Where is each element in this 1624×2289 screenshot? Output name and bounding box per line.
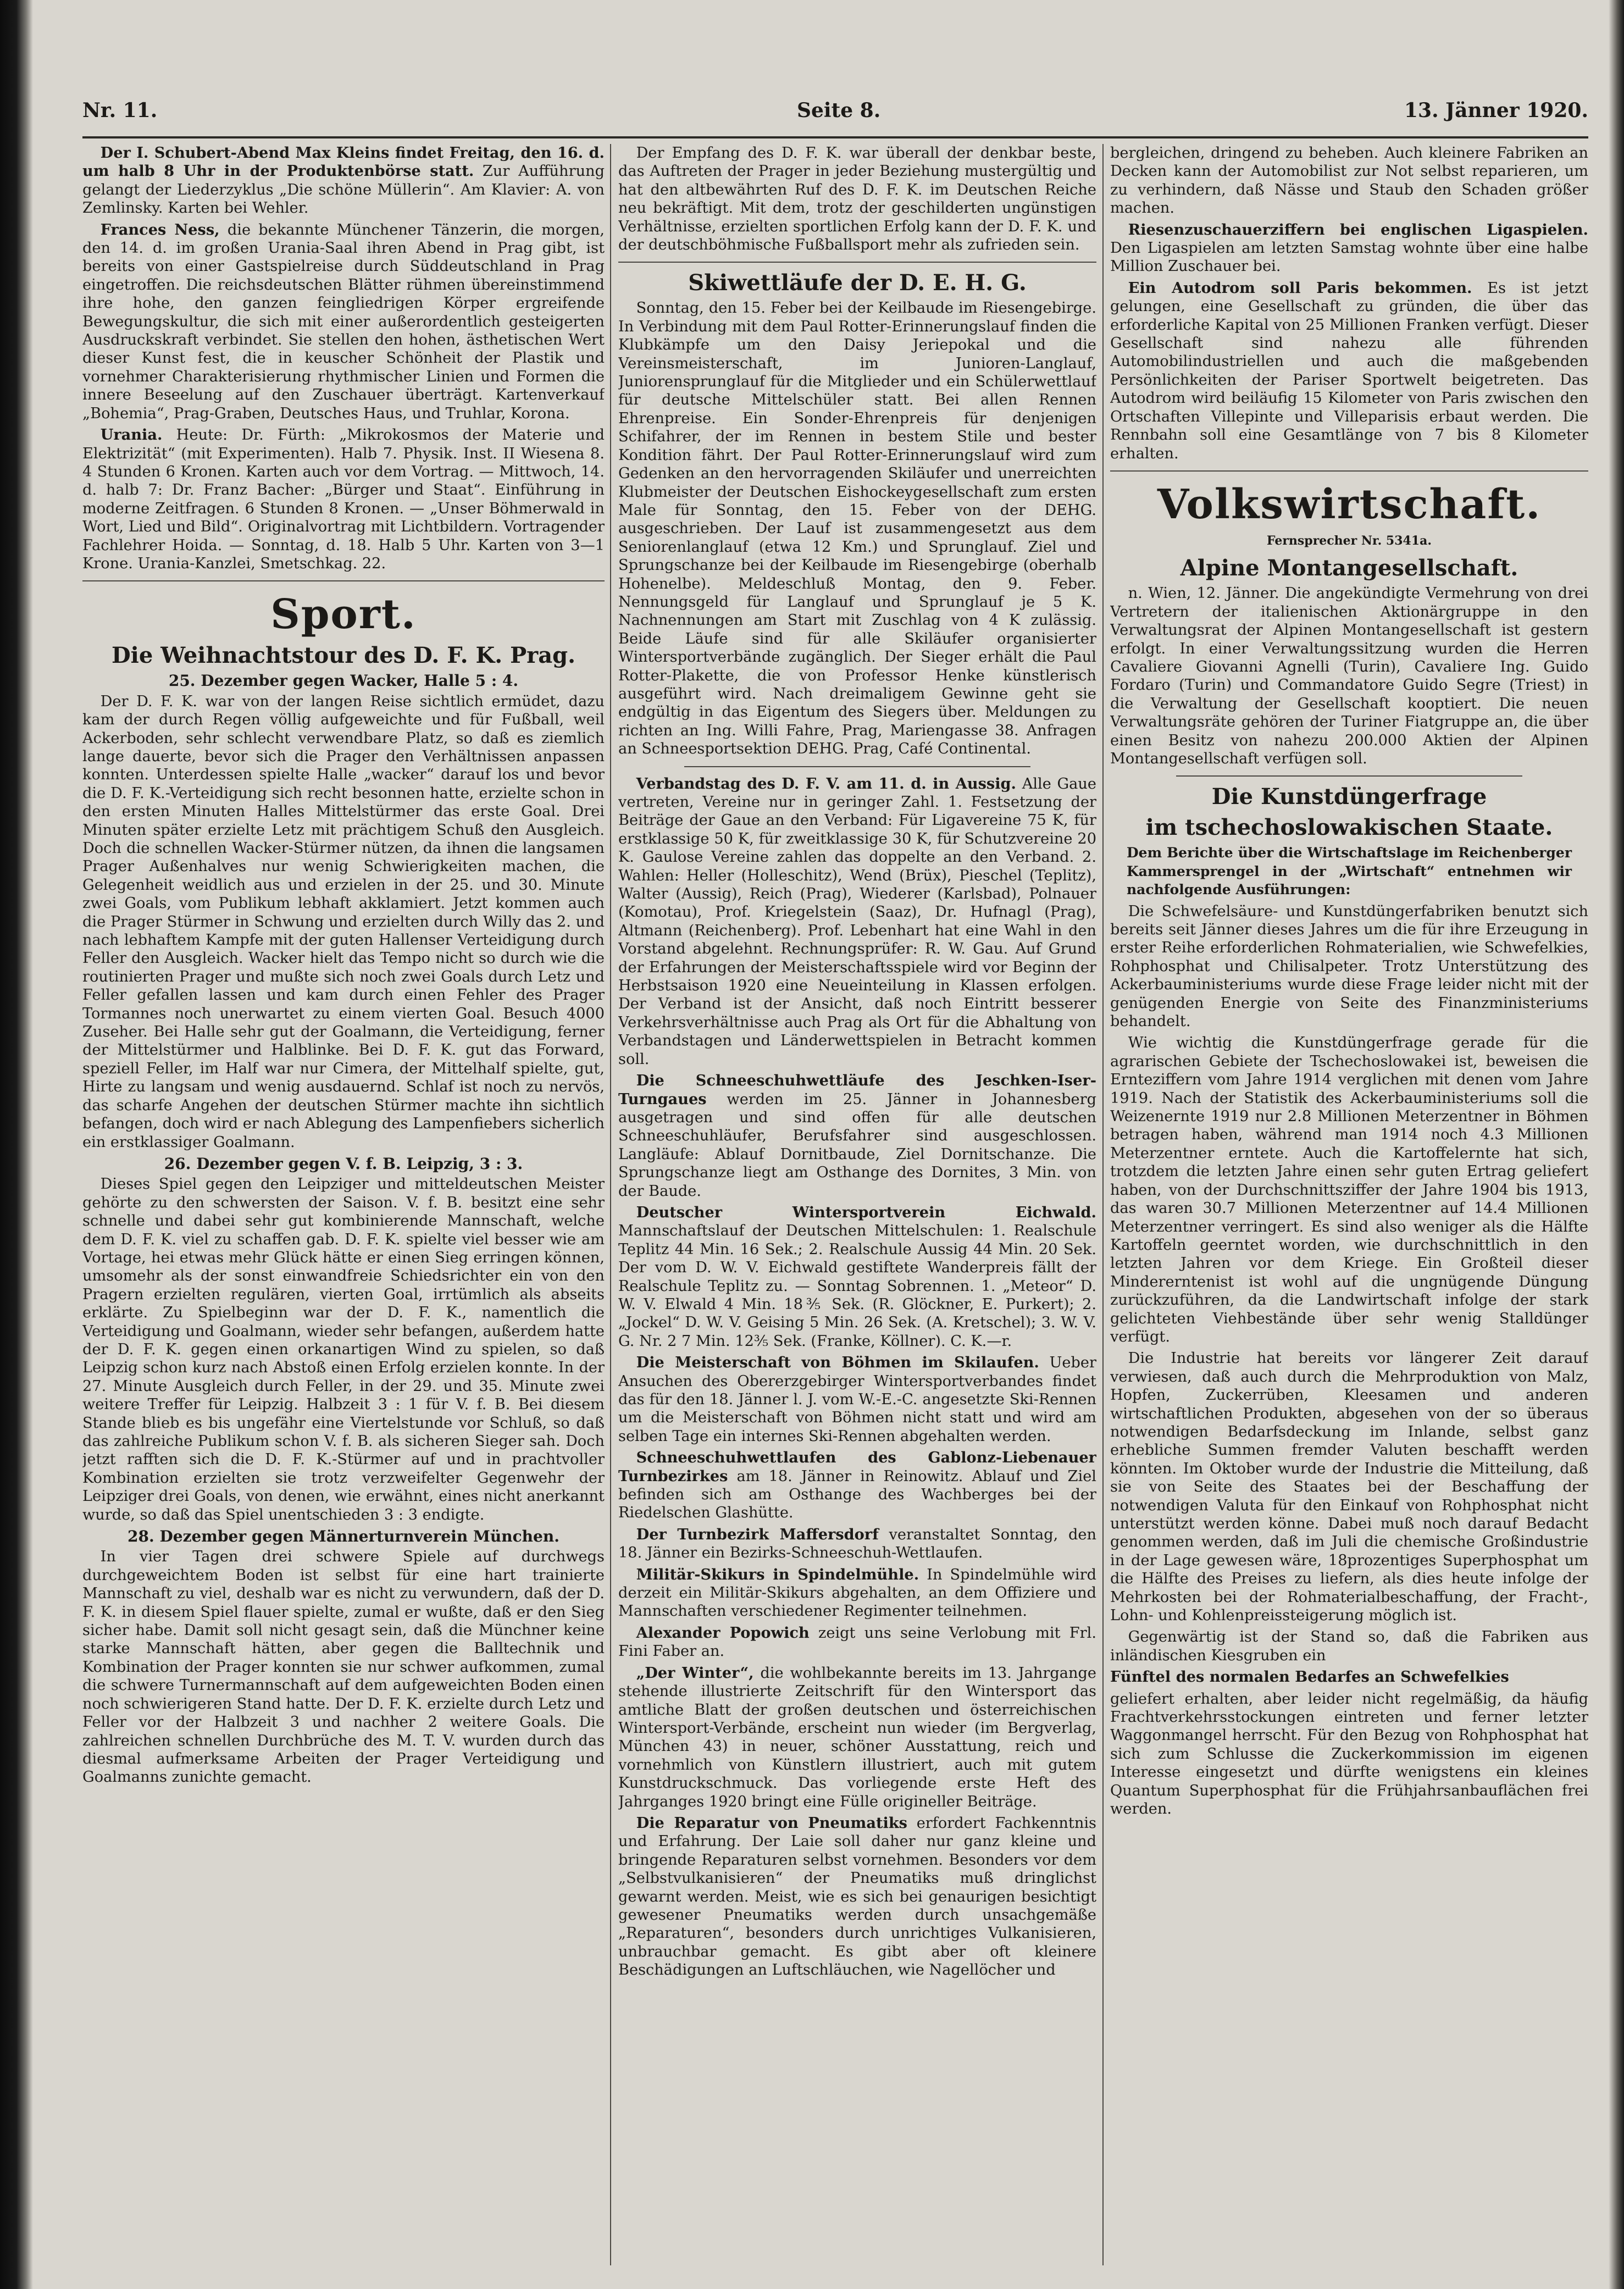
headline-skiwettlaeufe: Skiwettläufe der D. E. H. G. (688, 270, 1027, 296)
section-title-volkswirtschaft: Volkswirtschaft. (1157, 480, 1542, 528)
article-intro: Dem Berichte über die Wirtschaftslage im Reichenberger Kammersprengel in der „Wirtschaft“ entnehmen wir nachfolgende Ausführungen: (1127, 845, 1572, 898)
notice-popowich: Alexander Popowich zeigt uns seine Verlobung mit Frl. Fini Faber an. (618, 1623, 1096, 1660)
notice-der-winter: „Der Winter“, die wohlbekannte bereits im 13. Jahrgange stehende illustrierte Zeitschrift für den Wintersport das amtliche Blatt der großen deutschen und österreichischen Wintersport-Verbände, erscheint nun wieder (im Bergverlag, München 43) in neuer, schöner Ausstattung, reich und vornehmlich von Künstlern illustriert, auch mit gutem Kunstdruckschmuck. Das vorliegende erste Heft des Jahrganges 1920 bringt eine Fülle origineller Beiträge. (618, 1664, 1096, 1810)
headline-kunstduenger: Die Kunstdüngerfrage (1211, 784, 1487, 810)
column-2 (618, 144, 1096, 2265)
column-1 (82, 144, 605, 2265)
page-edge-shadow (1609, 0, 1624, 2289)
notice-schneeschuh: Die Schneeschuhwettläufe des Jeschken-Iser-Turngaues werden im 25. Jänner in Johannesberg ausgetragen und sind offen für alle deutschen Schneeschuhläufer, Berufsfahrer sind ausgeschlossen. Langläufe: Ablauf Dornitbaude, Ziel Dornitschanze. Die Sprungschanze liegt am Osthange des Dornites, 3 Min. von der Baude. (618, 1072, 1096, 1200)
match-heading: 28. Dezember gegen Männerturnverein München. (128, 1527, 559, 1546)
match-report: In vier Tagen drei schwere Spiele auf durchwegs durchgeweichtem Boden ist selbst für eine hart trainierte Mannschaft zu viel, deshalb war es nicht zu verwundern, daß der D. F. K. in diesem Spiel flauer spielte, zumal er wußte, daß er den Sieg sicher habe. Damit soll nicht gesagt sein, daß die Münchner keine starke Mannschaft hätten, aber gegen die Balltechnik und Kombination der Prager konnten sie nur schwer aufkommen, zumal die schwere Turnermannschaft auf dem aufgeweichten Boden einen noch schwierigeren Stand hatte. Der D. F. K. erzielte durch Letz und Feller vor der Halbzeit 3 und nachher 2 weitere Goals. Die zahlreichen schnellen Durchbrüche des M. T. V. wurden durch das diesmal aufmerksame Arbeiten der Prager Verteidigung und Goalmanns zunichte gemacht. (82, 1548, 605, 1786)
match-report: Der D. F. K. war von der langen Reise sichtlich ermüdet, dazu kam der durch Regen völlig aufgeweichte und für Fußball, weil Ackerboden, sehr schlecht verwendbare Platz, so daß es ziemlich lange dauerte, bevor sich die Prager den Verhältnissen anpassen konnten. Unterdessen spielte Halle „wacker“ darauf los und bevor die D. F. K.-Verteidigung sich recht besonnen hatte, erzielte schon in den ersten Minuten Halles Mittelstürmer das erste Goal. Drei Minuten später erzielte Letz mit prächtigem Schuß den Ausgleich. Doch die schnellen Wacker-Stürmer nützen, da ihnen die langsamen Prager Außenhalves nur wenig Schwierigkeiten machen, die Gelegenheit weidlich aus und erzielen in der 25. und 30. Minute zwei Goals, vom Publikum lebhaft akklamiert. Jetzt kommen auch die Prager Stürmer in Schwung und erzielten durch Willy das 2. und nach lebhaftem Kampfe mit der guten Hallenser Verteidigung durch Feller den Ausgleich. Wacker hielt das Tempo nicht so durch wie die routinierten Prager und mußte sich noch zwei Goals durch Letz und Feller gefallen lassen und kam durch einen Fehler des Prager Tormannes noch unerwartet zu einem vierten Goal. Besuch 4000 Zuseher. Bei Halle sehr gut der Goalmann, die Verteidigung, ferner der Mittelstürmer und Halblinke. Bei D. F. K. gut das Forward, speziell Feller, im Half war nur Cimera, der Mittelhalf spielte, gut, Hirte zu langsam und wenig ausdauernd. Schlaf ist noch zu nervös, das scharfe Angehen der deutschen Stürmer machte ihn sichtlich befangen, doch wird er nach Ablegung des Lampenfiebers sicherlich ein erstklassiger Goalmann. (82, 692, 605, 1151)
issue-number: Nr. 11. (82, 99, 158, 122)
notice-schubert: Der I. Schubert-Abend Max Kleins findet Freitag, den 16. d. um halb 8 Uhr in der Produktenbörse statt. Zur Aufführung gelangt der Liederzyklus „Die schöne Müllerin“. Am Klavier: A. von Zemlinsky. Karten bei Wehler. (82, 144, 605, 217)
column-divider (1102, 144, 1104, 2265)
article-kunstduenger-emphasis: Fünftel des normalen Bedarfes an Schwefelkies (1110, 1668, 1509, 1686)
separator (618, 262, 1096, 263)
section-title-sport: Sport. (270, 591, 417, 639)
notice-pneumatiks: Die Reparatur von Pneumatiks erfordert Fachkenntnis und Erfahrung. Der Laie soll daher nur ganz kleine und bringende Reparaturen selbst vornehmen. Besonders vor dem „Selbstvulkanisieren“ der Pneumatiks muß dringlichst gewarnt werden. Meist, wie es sich bei genaurigen besichtigt gewesener Pneumatiks werden durch unsachgemäße „Reparaturen“, besonders durch unrichtiges Vulkanisieren, unbrauchbar gemacht. Es gibt aber oft kleinere Beschädigungen an Luftschläuchen, wie Nagellöcher und (618, 1814, 1096, 1979)
column-3 (1110, 144, 1588, 2265)
article-kunstduenger: Die Schwefelsäure- und Kunstdüngerfabriken benutzt sich bereits seit Jänner dieses Jahres um die für ihre Erzeugung in erster Reihe erforderlichen Rohmaterialien, wie Schwefelkies, Rohphosphat und Chilisalpeter. Trotz Unterstützung des Ackerbauministeriums wurde diese Frage leider nicht mit der genügenden Energie von Seite des Finanzministeriums behandelt. (1110, 902, 1588, 1030)
article-kunstduenger: Wie wichtig die Kunstdüngerfrage gerade für die agrarischen Gebiete der Tschechoslowakei ist, beweisen die Ernteziffern vom Jahre 1914 verglichen mit denen vom Jahre 1919. Nach der Statistik des Ackerbauministeriums soll die Weizenernte 1919 nur 2.8 Millionen Meterzentner in Böhmen betragen haben, während man 1914 noch 4.3 Millionen Meterzentner erntete. Auch die Kartoffelernte hat sich, trotzdem die letzten Jahre einen sehr guten Ertrag geliefert haben, von der Durchschnittsziffer der Jahre 1904 bis 1913, das waren 30.7 Millionen Meterzentner auf 14.4 Millionen Meterzentner verringert. Es sind also weniger als die Hälfte Kartoffeln geerntet worden, wie durchschnittlich in den letzten Jahren vor dem Kriege. Ein Großteil dieser Mindererntenist ist wohl auf die ungnügende Düngung zurückzuführen, da die Landwirtschaft infolge der stark gelichteten Viehbestände über sehr wenig Stalldünger verfügt. (1110, 1034, 1588, 1345)
separator (1110, 470, 1588, 472)
notice-gablonz: Schneeschuhwettlaufen des Gablonz-Liebenauer Turnbezirkes am 18. Jänner in Reinowitz. Ablauf und Ziel befinden sich am Osthange des Wachberges bei der Riedelschen Glashütte. (618, 1449, 1096, 1522)
match-report: Dieses Spiel gegen den Leipziger und mitteldeutschen Meister gehörte zu den schwersten der Saison. V. f. B. besitzt eine sehr schnelle und dabei sehr gut kombinierende Mannschaft, welche dem D. F. K. viel zu schaffen gab. D. F. K. spielte viel besser wie am Vortage, hei etwas mehr Glück hätte er einen Sieg erringen können, umsomehr als der sonst einwandfreie Schiedsrichter ein von den Pragern erzielten regulären, vierten Goal, irrtümlich als abseits erklärte. Zu Spielbeginn war der D. F. K., namentlich die Verteidigung und Goalmann, wieder sehr befangen, außerdem hatte der D. F. K. gegen einen orkanartigen Wind zu spielen, so daß Leipzig schon kurz nach Abstoß einen Erfolg erzielen konnte. In der 27. Minute Ausgleich durch Feller, in der 29. und 35. Minute zwei weitere Treffer für Leipzig. Halbzeit 3 : 1 für V. f. B. Bei diesem Stande blieb es bis ungefähr eine Viertelstunde vor Schluß, so daß das zahlreiche Publikum schon V. f. B. als sicheren Sieger sah. Doch jetzt rafften sich die D. F. K.-Stürmer auf und in prachtvoller Kombination erzielten sie trotz verzweifelter Gegenwehr der Leipziger drei Goals, von denen, wie erwähnt, eines nicht anerkannt wurde, so daß das Spiel unentschieden 3 : 3 endigte. (82, 1176, 605, 1523)
article-kunstduenger: Die Industrie hat bereits vor längerer Zeit darauf verwiesen, daß auch durch die Mehrproduktion von Malz, Hopfen, Zuckerrüben, Kleesamen und anderen wirtschaftlichen Produkten, abgesehen von der so überaus notwendigen Bedarfsdeckung im Inlande, selbst ganz erhebliche Summen fremder Valuten beschafft werden könnten. Im Oktober wurde der Industrie die Mitteilung, daß sie von Seite des Staates bei der Beschaffung der notwendigen Valuta für den Einkauf von Rohphosphat nicht unterstützt werden könne. Dabei muß noch darauf Bedacht genommen werden, daß im Juli die chemische Großindustrie in der Lage gewesen wäre, 18prozentiges Superphosphat um die Hälfte des Preises zu liefern, als dies heute infolge der Mehrkosten bei der Rohmaterialbeschaffung, der Fracht-, Lohn- und Kohlenpreissteigerung möglich ist. (1110, 1350, 1588, 1625)
notice-militaer-skikurs: Militär-Skikurs in Spindelmühle. In Spindelmühle wird derzeit ein Militär-Skikurs abgehalten, an dem Offiziere und Mannschaften verschiedener Regimenter teilnehmen. (618, 1565, 1096, 1620)
pneumatiks-continued: bergleichen, dringend zu beheben. Auch kleinere Fabriken an Decken kann der Automobilist zur Not selbst reparieren, um zu verhindern, daß Nässe und Staub den Schaden größer machen. (1110, 145, 1588, 217)
article-kunstduenger: geliefert erhalten, aber leider nicht regelmäßig, da häufig Frachtverkehrsstockungen eintreten und ferner letzter Waggonmangel herrscht. Für den Bezug von Rohphosphat hat sich zum Schlusse die Zuckerkommission im eigenen Interesse eingesetzt und dürfte wenigstens ein kleines Quantum Superphosphat für die Frühjahrsanbauflächen frei werden. (1110, 1690, 1588, 1818)
notice-verbandstag: Verbandstag des D. F. V. am 11. d. in Aussig. Alle Gaue vertreten, Vereine nur in geringer Zahl. 1. Festsetzung der Beiträge der Gaue an den Verband: Für Ligavereine 75 K, für erstklassige 50 K, für zweitklassige 30 K, für Schutzvereine 20 K. Gaulose Vereine zahlen das doppelte an den Verband. 2. Wahlen: Heller (Holleschitz), Wend (Brüx), Pieschel (Teplitz), Walter (Aussig), Reich (Prag), Wiederer (Karlsbad), Polnauer (Komotau), Prof. Kriegelstein (Saaz), Dr. Hufnagl (Prag), Altmann (Reichenberg). Prof. Lebenhart hat eine Wahl in den Vorstand abgelehnt. Rechnungsprüfer: R. W. Gau. Auf Grund der Erfahrungen der Meisterschaftsspiele wird vor Beginn der Herbstsaison 1920 eine Neueinteilung in Klassen erfolgen. Der Verband ist der Ansicht, daß noch Eintritt besserer Verkehrsverhältnisse auch Prag als Ort für die Abhaltung von Verbandstagen und Länderwettspielen in Betracht kommen soll. (618, 774, 1096, 1068)
page-number: Seite 8. (797, 99, 881, 122)
notice-ness: Frances Ness, die bekannte Münchener Tänzerin, die morgen, den 14. d. im großen Urania-Saal ihren Abend in Prag gibt, ist bereits von einer Gastspielreise durch Süddeutschland in Prag eingetroffen. Die reichsdeutschen Blätter rühmen übereinstimmend ihre hohe, den ganzen feingliedrigen Körper ergreifende Bewegungskultur, die sich mit einer außerordentlich gesteigerten Ausdruckskraft verbindet. Sie stellen den hohen, ästhetischen Wert dieser Kunst fest, die in keuscher Schönheit der Plastik und vornehmer Charakterisierung rhythmischer Linien und Formen die innere Beseelung auf den Zuschauer überträgt. Kartenverkauf „Bohemia“, Prag-Graben, Deutsches Haus, und Truhlar, Korona. (82, 220, 605, 422)
headline-alpine: Alpine Montangesellschaft. (1180, 555, 1518, 581)
page-header (82, 99, 1588, 132)
book-binding-edge (0, 0, 33, 2289)
notice-autodrom: Ein Autodrom soll Paris bekommen. Es ist jetzt gelungen, eine Gesellschaft zu gründen, die über das erforderliche Kapital von 25 Millionen Franken verfügt. Dieser Gesellschaft sind nahezu alle führenden Automobilindustriellen und auch die maßgebenden Persönlichkeiten der Pariser Sportwelt beigetreten. Das Autodrom wird beiläufig 15 Kilometer von Paris zwischen den Ortschaften Villepinte und Villeparisis erbaut werden. Die Rennbahn soll eine Gesamtlänge von 7 bis 8 Kilometer erhalten. (1110, 279, 1588, 462)
notice-meisterschaft: Die Meisterschaft von Böhmen im Skilaufen. Ueber Ansuchen des Obererzgebirger Wintersportverbandes findet das für den 18. Jänner l. J. vom W.-E.-C. angesetzte Ski-Rennen um die Meisterschaft von Böhmen nicht statt und wird am selben Tage ein internes Ski-Rennen abgehalten werden. (618, 1354, 1096, 1445)
article-alpine: n. Wien, 12. Jänner. Die angekündigte Vermehrung von drei Vertretern der italienischen Aktionärgruppe in den Verwaltungsrat der Alpinen Montangesellschaft ist gestern erfolgt. In einer Verwaltungssitzung wurden die Herren Cavaliere Giovanni Agnelli (Turin), Cavaliere Ing. Guido Fordaro (Turin) und Commandatore Guido Segre (Triest) in die Verwaltung der Gesellschaft kooptiert. Die neuen Verwaltungsräte gehören der Turiner Fiatgruppe an, die über einen Besitz von nahezu 200.000 Aktien der Alpinen Montangesellschaft verfügen soll. (1110, 585, 1588, 767)
header-rule (82, 136, 1588, 138)
match-heading: 26. Dezember gegen V. f. B. Leipzig, 3 : 3. (164, 1154, 523, 1173)
tour-conclusion: Der Empfang des D. F. K. war überall der denkbar beste, das Auftreten der Prager in jeder Beziehung mustergültig und hat den altbewährten Ruf des D. F. K. im Deutschen Reiche neu bekräftigt. Mit dem, trotz der geschilderten ungünstigen Verhältnisse, erzielten sportlichen Erfolg kann der D. F. K. und der deutschböhmische Fußballsport mehr als zufrieden sein. (618, 145, 1096, 254)
notice-urania: Urania. Heute: Dr. Fürth: „Mikrokosmos der Materie und Elektrizität“ (mit Experimenten). Halb 7. Physik. Inst. II Wiesena 8. 4 Stunden 6 Kronen. Karten auch vor dem Vortrag. — Mittwoch, 14. d. halb 7: Dr. Franz Bacher: „Bürger und Staat“. Einführung in moderne Zeitfragen. 6 Stunden 8 Kronen. — „Unser Böhmerwald in Wort, Lied und Bild“. Originalvortrag mit Lichtbildern. Vortragender Fachlehrer Hoida. — Sonntag, d. 18. Halb 5 Uhr. Karten von 3—1 Krone. Urania-Kanzlei, Smetschkag. 22. (82, 426, 605, 572)
headline-kunstduenger-sub: im tschechoslowakischen Staate. (1145, 814, 1553, 841)
headline-weihnachtstour: Die Weihnachtstour des D. F. K. Prag. (111, 642, 576, 669)
column-divider (610, 144, 611, 2265)
issue-date: 13. Jänner 1920. (1404, 99, 1588, 122)
notice-eichwald: Deutscher Wintersportverein Eichwald. Mannschaftslauf der Deutschen Mittelschulen: 1. Realschule Teplitz 44 Min. 16 Sek.; 2. Realschule Aussig 44 Min. 20 Sek. Der vom D. W. V. Eichwald gestiftete Wanderpreis fällt der Realschule Teplitz zu. — Sonntag Sobrennen. 1. „Meteor“ D. W. V. Elwald 4 Min. 18⅗ Sek. (R. Glöckner, E. Purkert); 2. „Jockel“ D. W. V. Geising 5 Min. 26 Sek. (A. Kretschel); 3. W. V. G. Nr. 2 7 Min. 12⅗ Sek. (Franke, Köllner). C. K.—r. (618, 1203, 1096, 1350)
separator (1176, 775, 1522, 777)
article-kunstduenger: Gegenwärtig ist der Stand so, daß die Fabriken aus inländischen Kiesgruben ein (1110, 1628, 1588, 1664)
match-heading: 25. Dezember gegen Wacker, Halle 5 : 4. (168, 672, 519, 690)
notice-maffersdorf: Der Turnbezirk Maffersdorf veranstaltet Sonntag, den 18. Jänner ein Bezirks-Schneeschuh-Wettlaufen. (618, 1525, 1096, 1562)
separator (684, 766, 1030, 767)
separator (82, 580, 605, 581)
article-skiwettlaeufe: Sonntag, den 15. Feber bei der Keilbaude im Riesengebirge. In Verbindung mit dem Paul Rotter-Erinnerungslauf finden die Klubkämpfe um den Daisy Jeriepokal und die Vereinsmeisterschaft, im Junioren-Langlauf, Juniorensprunglauf für die Mitglieder und ein Schülerwettlauf für deutsche Mittelschüler statt. Bei allen Rennen Ehrenpreise. Ein Sonder-Ehrenpreis für denjenigen Schifahrer, der im Rennen in bestem Stile und bester Kondition fährt. Der Paul Rotter-Erinnerungslauf wird zum Gedenken an den hervorragenden Skiläufer und unerreichten Klubmeister der Deutschen Eishockeygesellschaft zum ersten Male für Sonntag, den 15. Feber von der DEHG. ausgeschrieben. Der Lauf ist zusammengesetzt aus dem Seniorenlanglauf (etwa 12 Km.) und Sprunglauf. Ziel und Sprungschanze bei der Keilbaude im Riesengebirge (oberhalb Hohenelbe). Meldeschluß Montag, den 9. Feber. Nennungsgeld für Langlauf und Sprunglauf je 5 K. Nachnennungen am Start mit Zuschlag von 4 K zulässig. Beide Läufe sind für alle Skiläufer organisierter Wintersportverbände zugänglich. Der Sieger erhält die Paul Rotter-Plakette, die von Professor Henke künstlerisch ausgeführt wird. Nach dreimaligem Gewinne geht sie endgültig in das Eigentum des Siegers über. Meldungen zu richten an Ing. Willi Fahre, Prag, Mariengasse 38. Anfragen an Schneesportsektion DEHG. Prag, Café Continental. (618, 300, 1096, 758)
notice-ligaspiele: Riesenzuschauerziffern bei englischen Ligaspielen. Den Ligaspielen am letzten Samstag wohnte über eine halbe Million Zuschauer bei. (1110, 220, 1588, 275)
phone-number: Fernsprecher Nr. 5341a. (1266, 533, 1432, 548)
